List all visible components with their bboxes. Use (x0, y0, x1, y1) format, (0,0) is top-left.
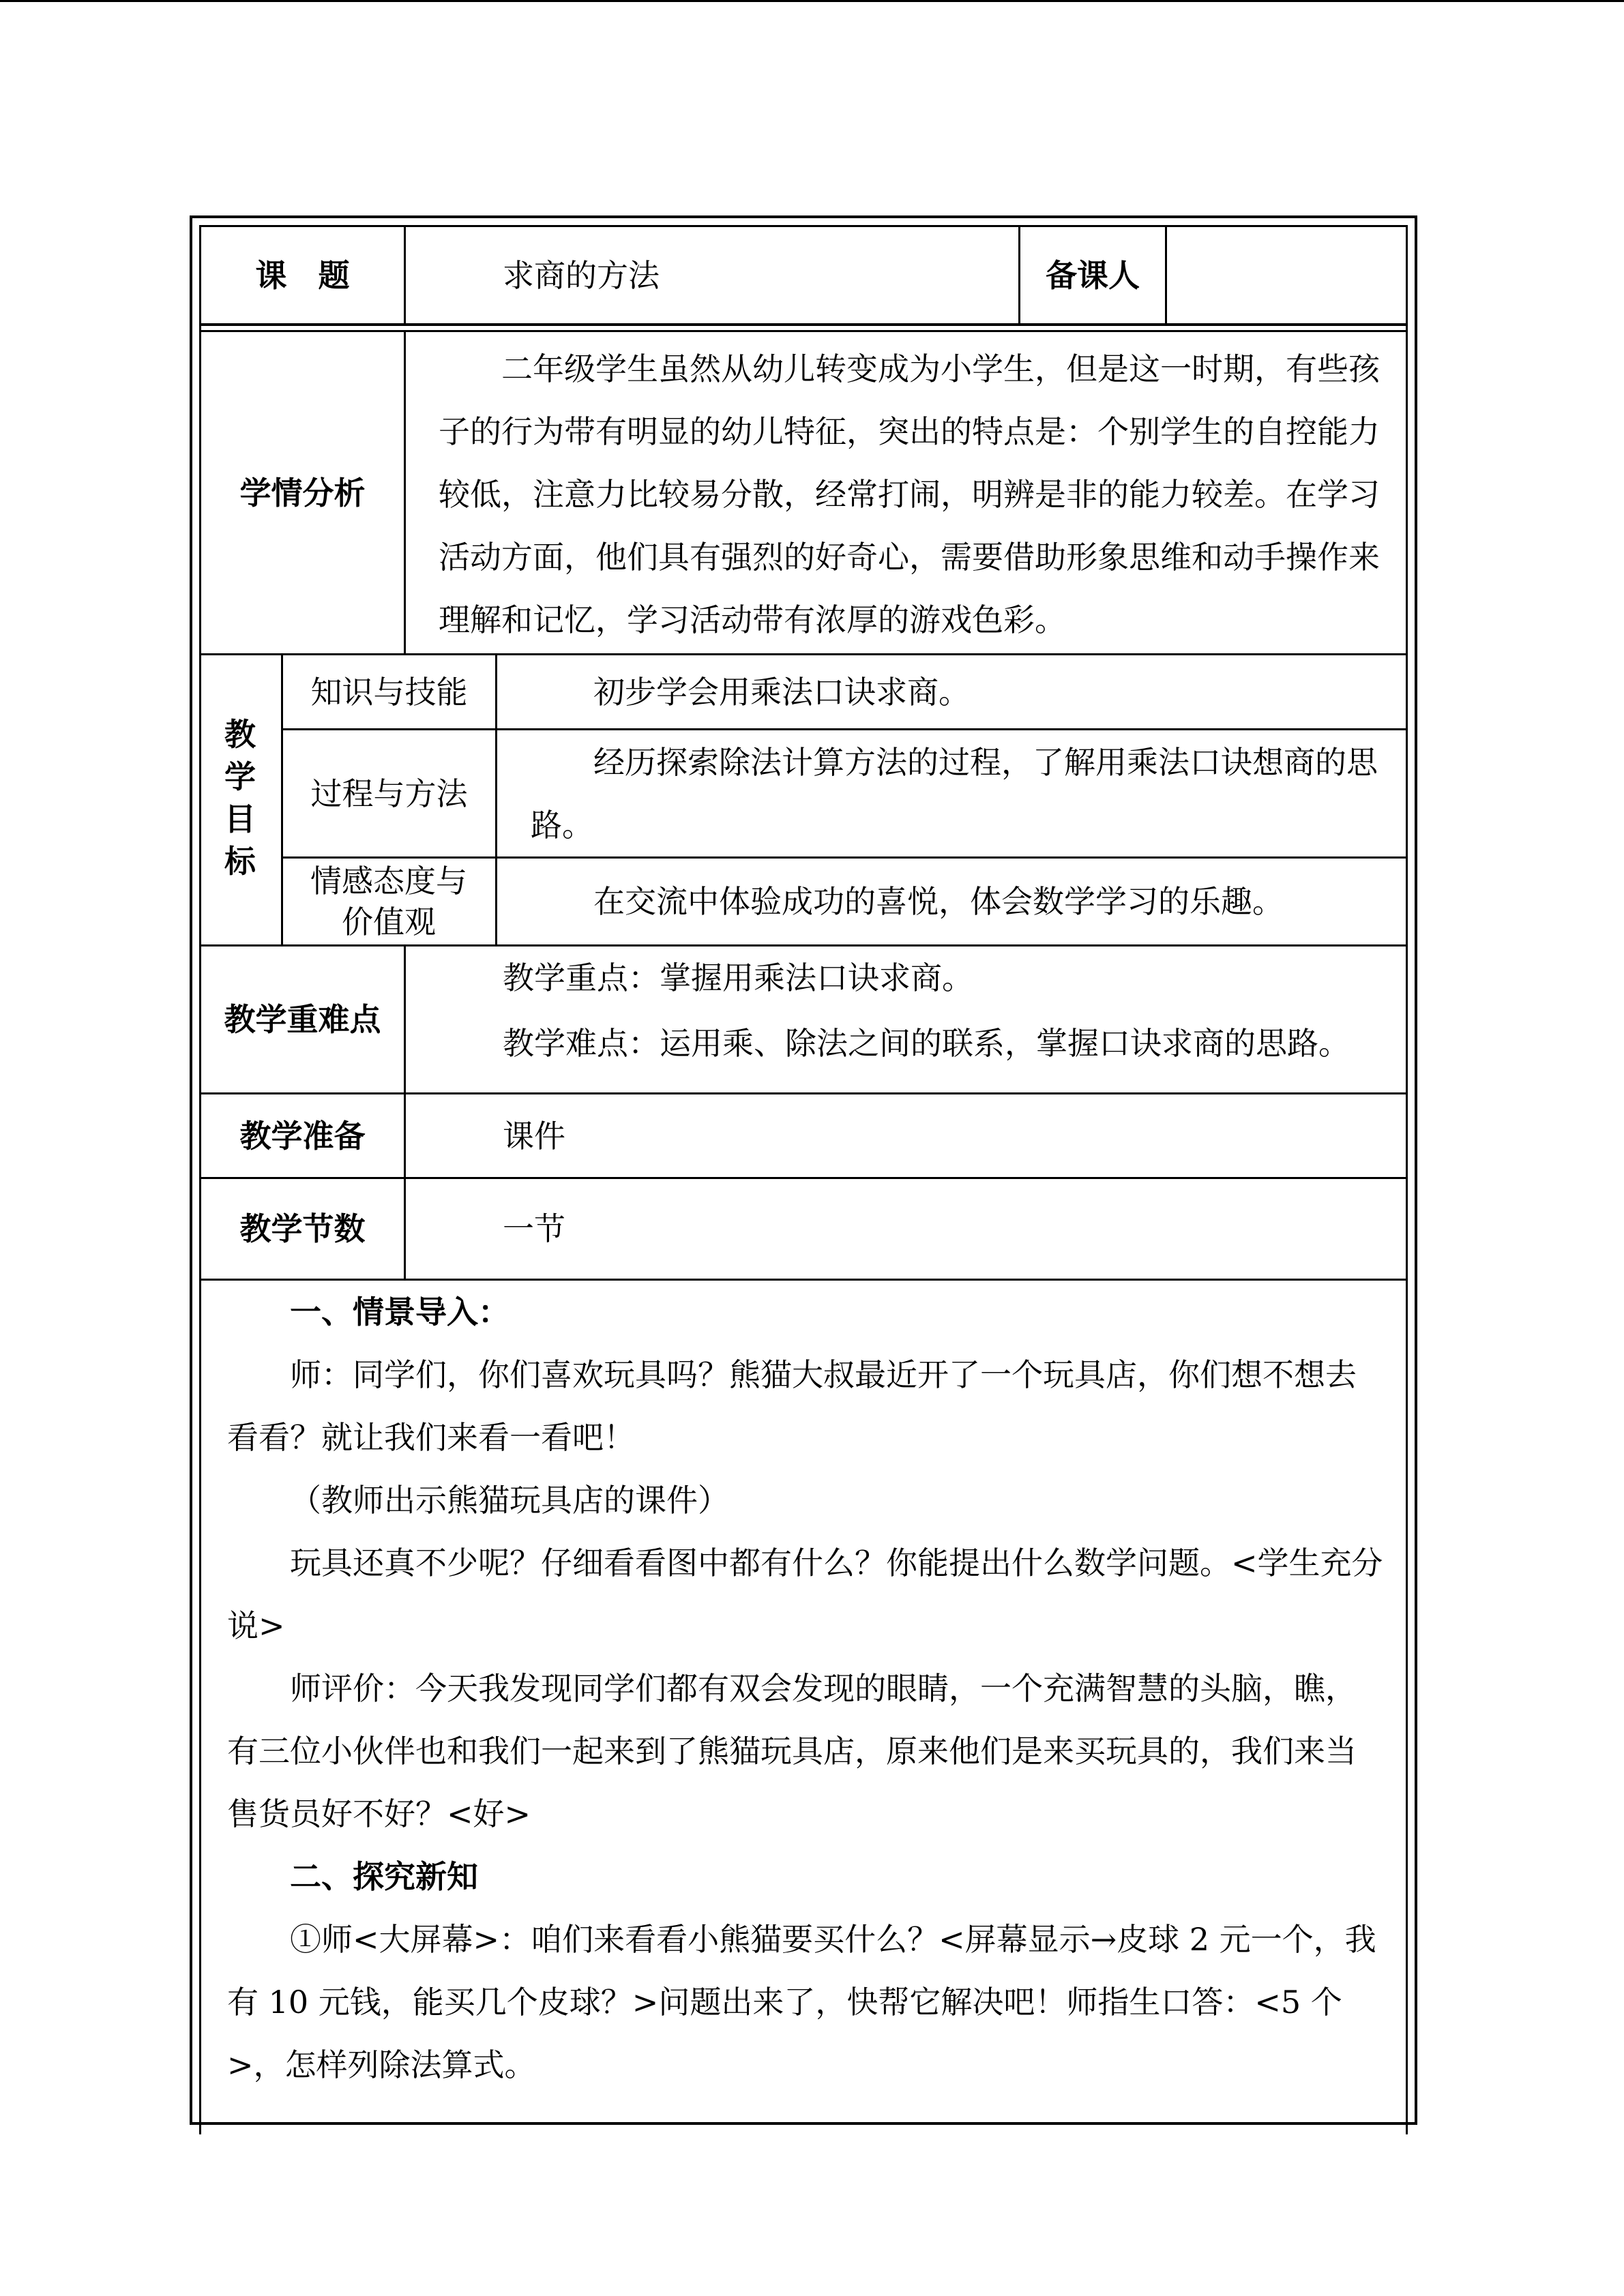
content-paragraph: ①师<大屏幕>：咱们来看看小熊猫要买什么？<屏幕显示→皮球 2 元一个，我有 10 元钱，能买几个皮球？>问题出来了，快帮它解决吧！师指生口答：<5 个>，怎样列除法算式。 (227, 1921, 1376, 2083)
preparer-value (1167, 227, 1406, 323)
content-paragraph: 玩具还真不少呢？仔细看看图中都有什么？你能提出什么数学问题。<学生充分说> (227, 1545, 1383, 1644)
key-difficulty: 教学难点：运用乘、除法之间的联系，掌握口诀求商的思路。 (503, 1025, 1350, 1062)
analysis-text: 二年级学生虽然从幼儿转变成为小学生，但是这一时期，有些孩子的行为带有明显的幼儿特征，突出的特点是：个别学生的自控能力较低，注意力比较易分散，经常打闹，明辨是非的能力较差。在学习活动方面，他们具有强烈的好奇心，需要借助形象思维和动手操作来理解和记忆，学习活动带有浓厚的游戏色彩。 (439, 351, 1380, 638)
col-divider (404, 225, 406, 326)
objective-attitude-label: 情感态度与价值观 (310, 863, 467, 940)
preparation-value: 课件 (503, 1117, 565, 1154)
objective-knowledge-text: 初步学会用乘法口诀求商。 (593, 673, 970, 711)
objective-process-label: 过程与方法 (310, 775, 468, 812)
topic-value: 求商的方法 (503, 256, 660, 294)
section-title-intro: 一、情景导入： (290, 1294, 510, 1330)
preparer-label: 备课人 (1046, 256, 1140, 294)
key-focus: 教学重点：掌握用乘法口诀求商。 (503, 959, 973, 996)
objective-process-text: 经历探索除法计算方法的过程，了解用乘法口诀想商的思路。 (531, 744, 1378, 844)
content-paragraph: （教师出示熊猫玩具店的课件） (290, 1482, 729, 1519)
preparation-label: 教学准备 (239, 1117, 366, 1154)
col-divider (495, 653, 497, 946)
topic-label: 课 题 (255, 256, 350, 294)
page-top-rule (0, 0, 1624, 2)
analysis-label: 学情分析 (239, 474, 366, 511)
periods-label: 教学节数 (239, 1210, 366, 1247)
section-title-explore: 二、探究新知 (290, 1858, 478, 1895)
content-paragraph: 师：同学们，你们喜欢玩具吗？熊猫大叔最近开了一个玩具店，你们想不想去看看？就让我们来看一看吧！ (227, 1356, 1357, 1456)
periods-value: 一节 (503, 1210, 565, 1247)
key-points-label: 教学重难点 (224, 1001, 381, 1038)
row-divider (199, 323, 1408, 326)
content-paragraph: 师评价：今天我发现同学们都有双会发现的眼睛，一个充满智慧的头脑，瞧，有三位小伙伴也和我们一起来到了熊猫玩具店，原来他们是来买玩具的，我们来当售货员好不好？<好> (227, 1670, 1357, 1832)
col-divider (404, 330, 406, 655)
objective-attitude-text: 在交流中体验成功的喜悦，体会数学学习的乐趣。 (593, 883, 1284, 920)
objectives-label: 教学目标 (224, 716, 256, 880)
col-divider (404, 944, 406, 1281)
objective-knowledge-label: 知识与技能 (310, 673, 468, 711)
